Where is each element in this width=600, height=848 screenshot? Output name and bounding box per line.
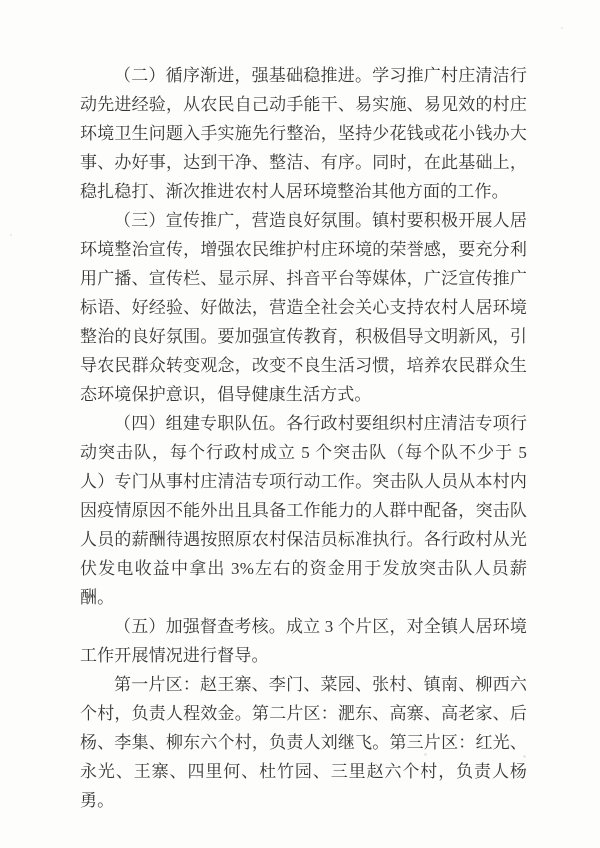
paragraph-section-5: （五）加强督查考核。成立 3 个片区，对全镇人居环境工作开展情况进行督导。 bbox=[80, 617, 527, 665]
scan-speckle bbox=[523, 755, 526, 758]
paragraph-section-2: （二）循序渐进，强基础稳推进。学习推广村庄清洁行动先进经验，从农民自己动手能干、易实施、易见效的村庄环境卫生问题入手实施先行整治，坚持少花钱或花小钱办大事、办好事，达到干净、整洁、有序。同时，在此基础上，稳扎稳打、渐次推进农村人居环境整治其他方面的工作。 bbox=[80, 66, 527, 201]
scan-speckle bbox=[10, 234, 12, 236]
paragraph-section-3: （三）宣传推广，营造良好氛围。镇村要积极开展人居环境整治宣传，增强农民维护村庄环境的荣誉感，要充分利用广播、宣传栏、显示屏、抖音平台等媒体，广泛宣传推广标语、好经验、好做法，营造全社会关心支持农村人居环境整治的良好氛围。要加强宣传教育，积极倡导文明新风，引导农民群众转变观念，改变不良生活习惯，培养农民群众生态环境保护意识，倡导健康生活方式。 bbox=[80, 211, 527, 404]
scan-speckle bbox=[561, 27, 563, 29]
document-body bbox=[80, 61, 527, 815]
scan-speckle bbox=[196, 776, 198, 778]
paragraph-section-4: （四）组建专职队伍。各行政村要组织村庄清洁专项行动突击队，每个行政村成立 5 个突击队（每个队不少于 5 人）专门从事村庄清洁专项行动工作。突击队人员从本村内因疫情原因不能外出且具备工作能力的人群中配备，突击队人员的薪酬待遇按照原农村保洁员标准执行。各行政村从光伏发电收益中拿出 3%左右的资金用于发放突击队人员薪酬。 bbox=[80, 414, 527, 607]
scan-speckle bbox=[424, 753, 427, 756]
paragraph-districts: 第一片区：赵王寨、李门、菜园、张村、镇南、柳西六个村，负责人程效金。第二片区：淝东、高寨、高老家、后杨、李集、柳东六个村，负责人刘继飞。第三片区：红光、永光、王寨、四里何、杜竹园、三里赵六个村，负责人杨勇。 bbox=[80, 675, 527, 810]
